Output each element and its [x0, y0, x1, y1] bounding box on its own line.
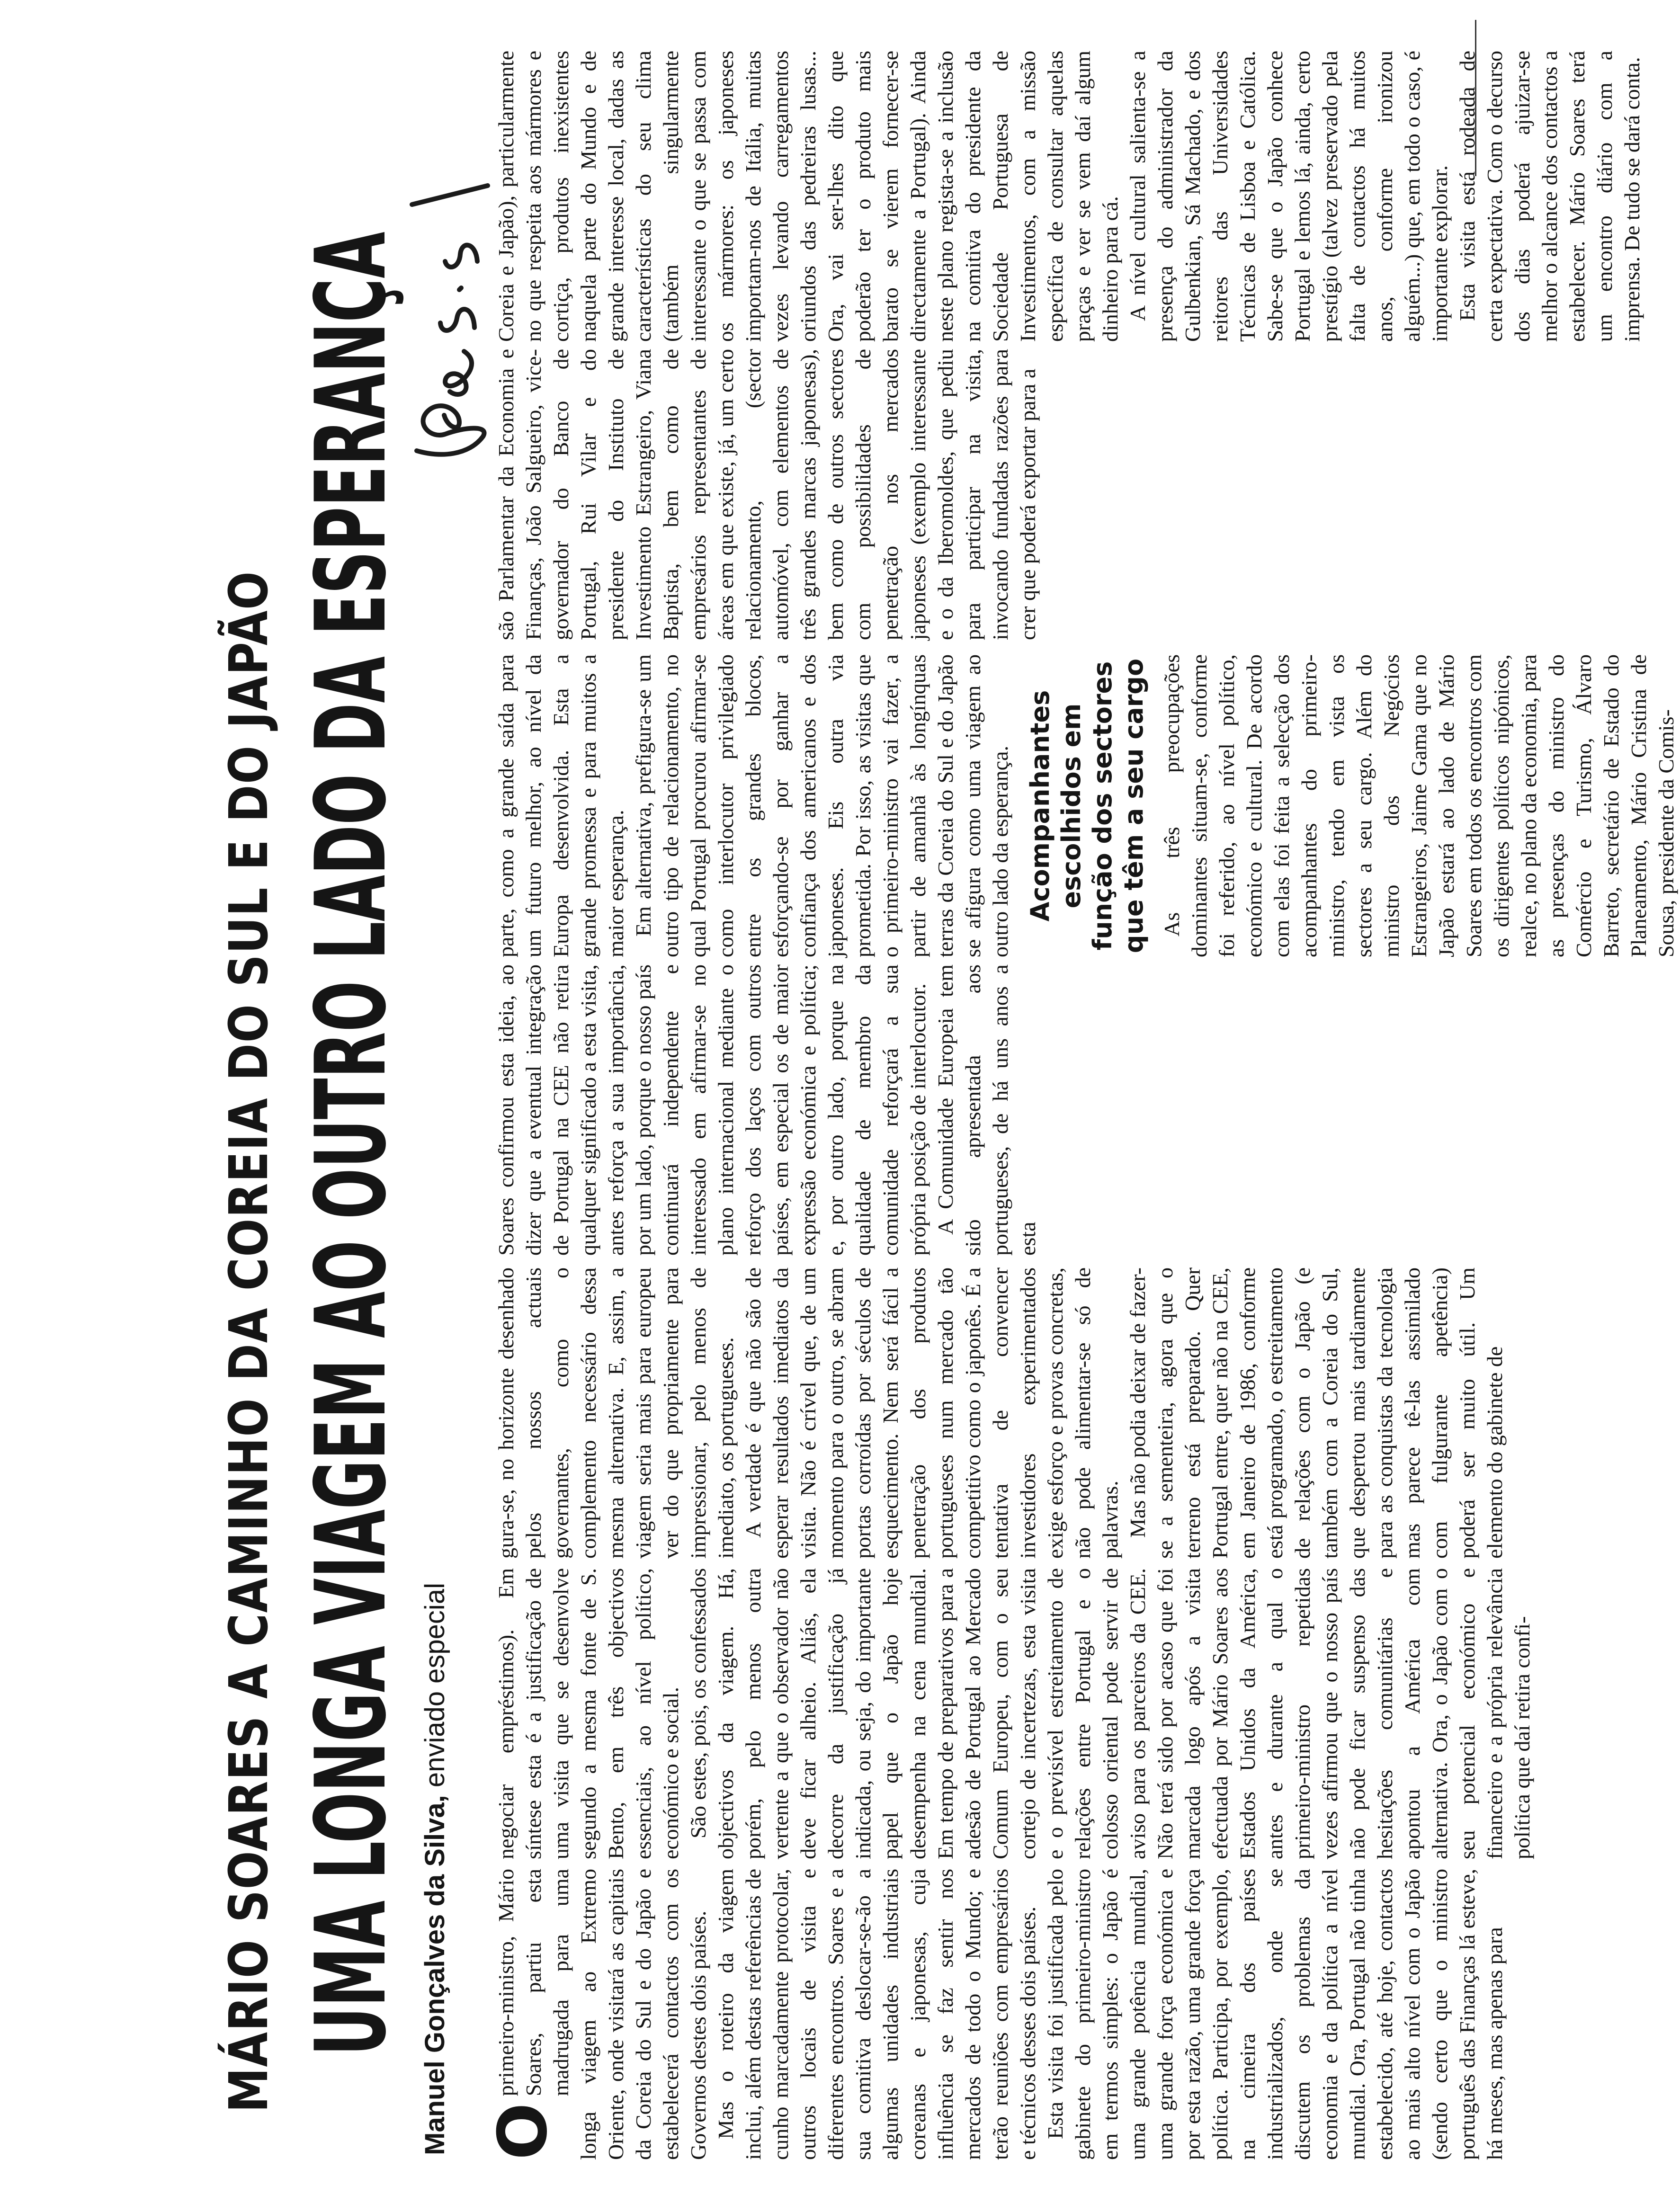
- article-column-5: [492, 654, 1678, 957]
- article-column-2: [492, 1568, 1534, 1859]
- article-column-4: [492, 964, 1477, 1256]
- column-end-rule: [1475, 20, 1476, 176]
- section-subhead: Acompanhantes escolhidos em função dos sectores que têm a seu cargo: [1025, 658, 1149, 954]
- handwritten-signature: [388, 167, 507, 470]
- paragraph: São estes, pois, os confessados objectivos da viagem. Há, porém, pelo menos outra vertente a que o observador não deve ficar alheio. Aliás, ela decorre da justificação já indicada, ou seja, do importante papel que o Japão hoje desempenha na cena mundial. Em tempo de preparativos para a adesão de Portugal ao Mercado Comum Europeu, com o seu cortejo de incertezas, esta visita e o previsível estreitamento de relações entre Portugal e o colosso oriental pode servir de aviso para os parceiros da CEE. Não terá sido por acaso que foi marcada logo após a visita efectuada por Mário Soares aos Estados Unidos da América, antes e durante a qual o primeiro-ministro repetidas vezes afirmou que o nosso país não pode ficar suspenso das hesitações comunitárias e apontou a América com alternativa. Ora, o Japão com o seu potencial económico e financeiro e a própria relevância política que daí retira confi-: [686, 1568, 1534, 1859]
- paragraph: Mas o roteiro da viagem inclui, além destas referências de cunho marcadamente protocolar, outros locais de visita e diferentes encontros. Soares e a sua comitiva deslocar-se-ão a algumas unidades industriais coreanas e japonesas, cuja influência se faz sentir nos mercados de todo o Mundo; e terão reuniões com empresários e técnicos desses dois países.: [714, 1869, 1040, 2160]
- article-column-1: [484, 1869, 1507, 2160]
- byline-role: enviado especial: [420, 1583, 450, 1788]
- paragraph: Esta visita está rodeada de certa expectativa. Com o decurso dos dias poderá ajuizar-se melhor o alcance dos contactos a estabelecer. Mário Soares terá um encontro diário com a imprensa. De tudo se dará conta.: [1455, 51, 1644, 342]
- paragraph: Esta visita foi justificada pelo gabinete do primeiro-ministro em termos simples: o Japão é uma grande potência mundial, uma grande força económica e por esta razão, uma grande força política. Participa, por exemplo, na cimeira dos países industrializados, onde se discutem os problemas da economia e da política a nível mundial. Ora, Portugal não tinha estabelecido, até hoje, contactos ao mais alto nível com o Japão (sendo certo que o ministro português das Finanças lá esteve, há meses, mas apenas para: [1043, 1869, 1507, 2160]
- paragraph: Em alternativa, prefigura-se um outro tipo de relacionamento, no qual Portugal procurou afirmar-se como interlocutor privilegiado entre os grandes blocos, esforçando-se por ganhar a confiança dos americanos e dos japoneses. Eis outra via prometida. Por isso, as visitas que o primeiro-ministro vai fazer, a partir de amanhã às longínquas terras da Coreia do Sul e do Japão se afigura como uma viagem ao outro lado da esperança.: [631, 654, 1012, 957]
- byline-author: Manuel Gonçalves da Silva,: [420, 1795, 450, 2155]
- paragraph: Soares confirmou esta ideia, ao dizer que a eventual integração de Portugal na CEE não retira qualquer significado a esta visita, antes reforça a sua importância, por um lado, porque o nosso país continuará independente e interessado em afirmar-se no plano internacional mediante o reforço dos laços com outros países, em especial os de maior expressão económica e política; e, por outro lado, porque na qualidade de membro da comunidade reforçará a sua própria posição de interlocutor.: [494, 964, 930, 1256]
- article-column-3: [492, 1267, 1507, 1559]
- drop-cap: O: [484, 2103, 562, 2160]
- article-column-7: [492, 51, 1644, 342]
- paragraph: gura-se, no horizonte desenhado pelos nossos actuais governantes, como o complemento necessário dessa mesma alternativa. E, assim, a viagem seria mais para europeu ver do que propriamente para impressionar, pelo menos de imediato, os portugueses.: [494, 1267, 738, 1559]
- paragraph: negociar empréstimos). Em síntese esta é a justificação de uma visita que se desenvolve segundo a mesma fonte de S. Bento, em três objectivos essenciais, ao nível político, económico e social.: [494, 1568, 683, 1859]
- kicker-headline: MÁRIO SOARES A CAMINHO DA COREIA DO SUL E DO JAPÃO: [218, 571, 280, 2113]
- paragraph: parte, como a grande saída para um futuro melhor, ao nível da Europa desenvolvida. Esta a grande promessa e para muitos a maior esperança.: [494, 654, 628, 957]
- paragraph: Mas não podia deixar de fazer-se a sementeira, agora que o terreno está preparado. Quer Portugal entre, quer não na CEE, em Janeiro de 1986, conforme está programado, o estreitamento de relações com o Japão (e também com a Coreia do Sul, que despertou mais tardiamente para as conquistas da tecnologia mas parece tê-las assimilado com fulgurante apetência) poderá ser muito útil. Um elemento do gabinete de: [1126, 1267, 1507, 1559]
- paragraph: A Comunidade Europeia tem sido apresentada aos portugueses, de há uns anos a esta: [933, 964, 1040, 1256]
- article-column-6: [492, 349, 1477, 640]
- paragraph: As três preocupações dominantes situam-se, conforme foi referido, ao nível político, económico e cultural. De acordo com elas foi feita a selecção dos acompanhantes do primeiro-ministro, tendo em vista os sectores a seu cargo. Além do ministro dos Negócios Estrangeiros, Jaime Gama que no Japão estará ao lado de Mário Soares em todos os encontros com os dirigentes políticos nipónicos, realce, no plano da economia, para as presenças do ministro do Comércio e Turismo, Álvaro Barreto, secretário de Estado do Planeamento, Mário Cristina de Sousa, presidente da Comis-: [1160, 654, 1678, 957]
- byline: [421, 1583, 449, 2155]
- paragraph: O primeiro-ministro, Mário Soares, partiu esta madrugada para uma longa viagem ao Extremo Oriente, onde visitará as capitais da Coreia do Sul e do Japão e estabelecerá contactos com os Governos destes dois países.: [484, 1869, 710, 2160]
- paragraph: A nível cultural salienta-se a presença do administrador da Gulbenkian, Sá Machado, e dos reitores das Universidades Técnicas de Lisboa e Católica. Sabe-se que o Japão conhece Portugal e lemos lá, ainda, certo prestígio (talvez preservado pela falta de contactos há muitos anos, conforme ironizou alguém...) que, em todo o caso, é importante explorar.: [1126, 51, 1452, 342]
- paragraph: são Parlamentar da Economia e Finanças, João Salgueiro, vice-governador do Banco de Portugal, Rui Vilar e do presidente do Instituto de Investimento Estrangeiro, Viana Baptista, bem como de empresários representantes de áreas em que existe, já, um certo relacionamento, (sector automóvel, com elementos de três grandes marcas japonesas), bem como de outros sectores com possibilidades de penetração nos mercados japoneses (exemplo interessante e o da Iberomoldes, que pediu para participar na visita, invocando fundadas razões para crer que poderá exportar para a: [494, 349, 1040, 640]
- main-headline: UMA LONGA VIAGEM AO OUTRO LADO DA ESPERANÇA: [295, 232, 408, 2056]
- paragraph: A verdade é que não são de esperar resultados imediatos da visita. Não é crível que, de um momento para o outro, se abram portas corroídas por séculos de esquecimento. Nem será fácil a penetração dos produtos portugueses num mercado tão competitivo como o japonês. É a tentativa de convencer investidores experimentados exige esforço e provas concretas, não pode alimentar-se só de palavras.: [741, 1267, 1122, 1559]
- paragraph: Coreia e Japão), particularmente no que respeita aos mármores e cortiça, produtos inexistentes naquela parte do Mundo e de grande interesse local, dadas as características do seu clima (também singularmente interessante o que se passa com os mármores: os japoneses importam-nos de Itália, muitas vezes levando carregamentos oriundos das pedreiras lusas... Ora, vai ser-lhes dito que poderão ter o produto mais barato se vierem fornecer-se directamente a Portugal). Ainda neste plano regista-se a inclusão na comitiva do presidente da Sociedade Portuguesa de Investimentos, com a missão específica de consultar aquelas praças e ver se vem daí algum dinheiro para cá.: [494, 51, 1122, 342]
